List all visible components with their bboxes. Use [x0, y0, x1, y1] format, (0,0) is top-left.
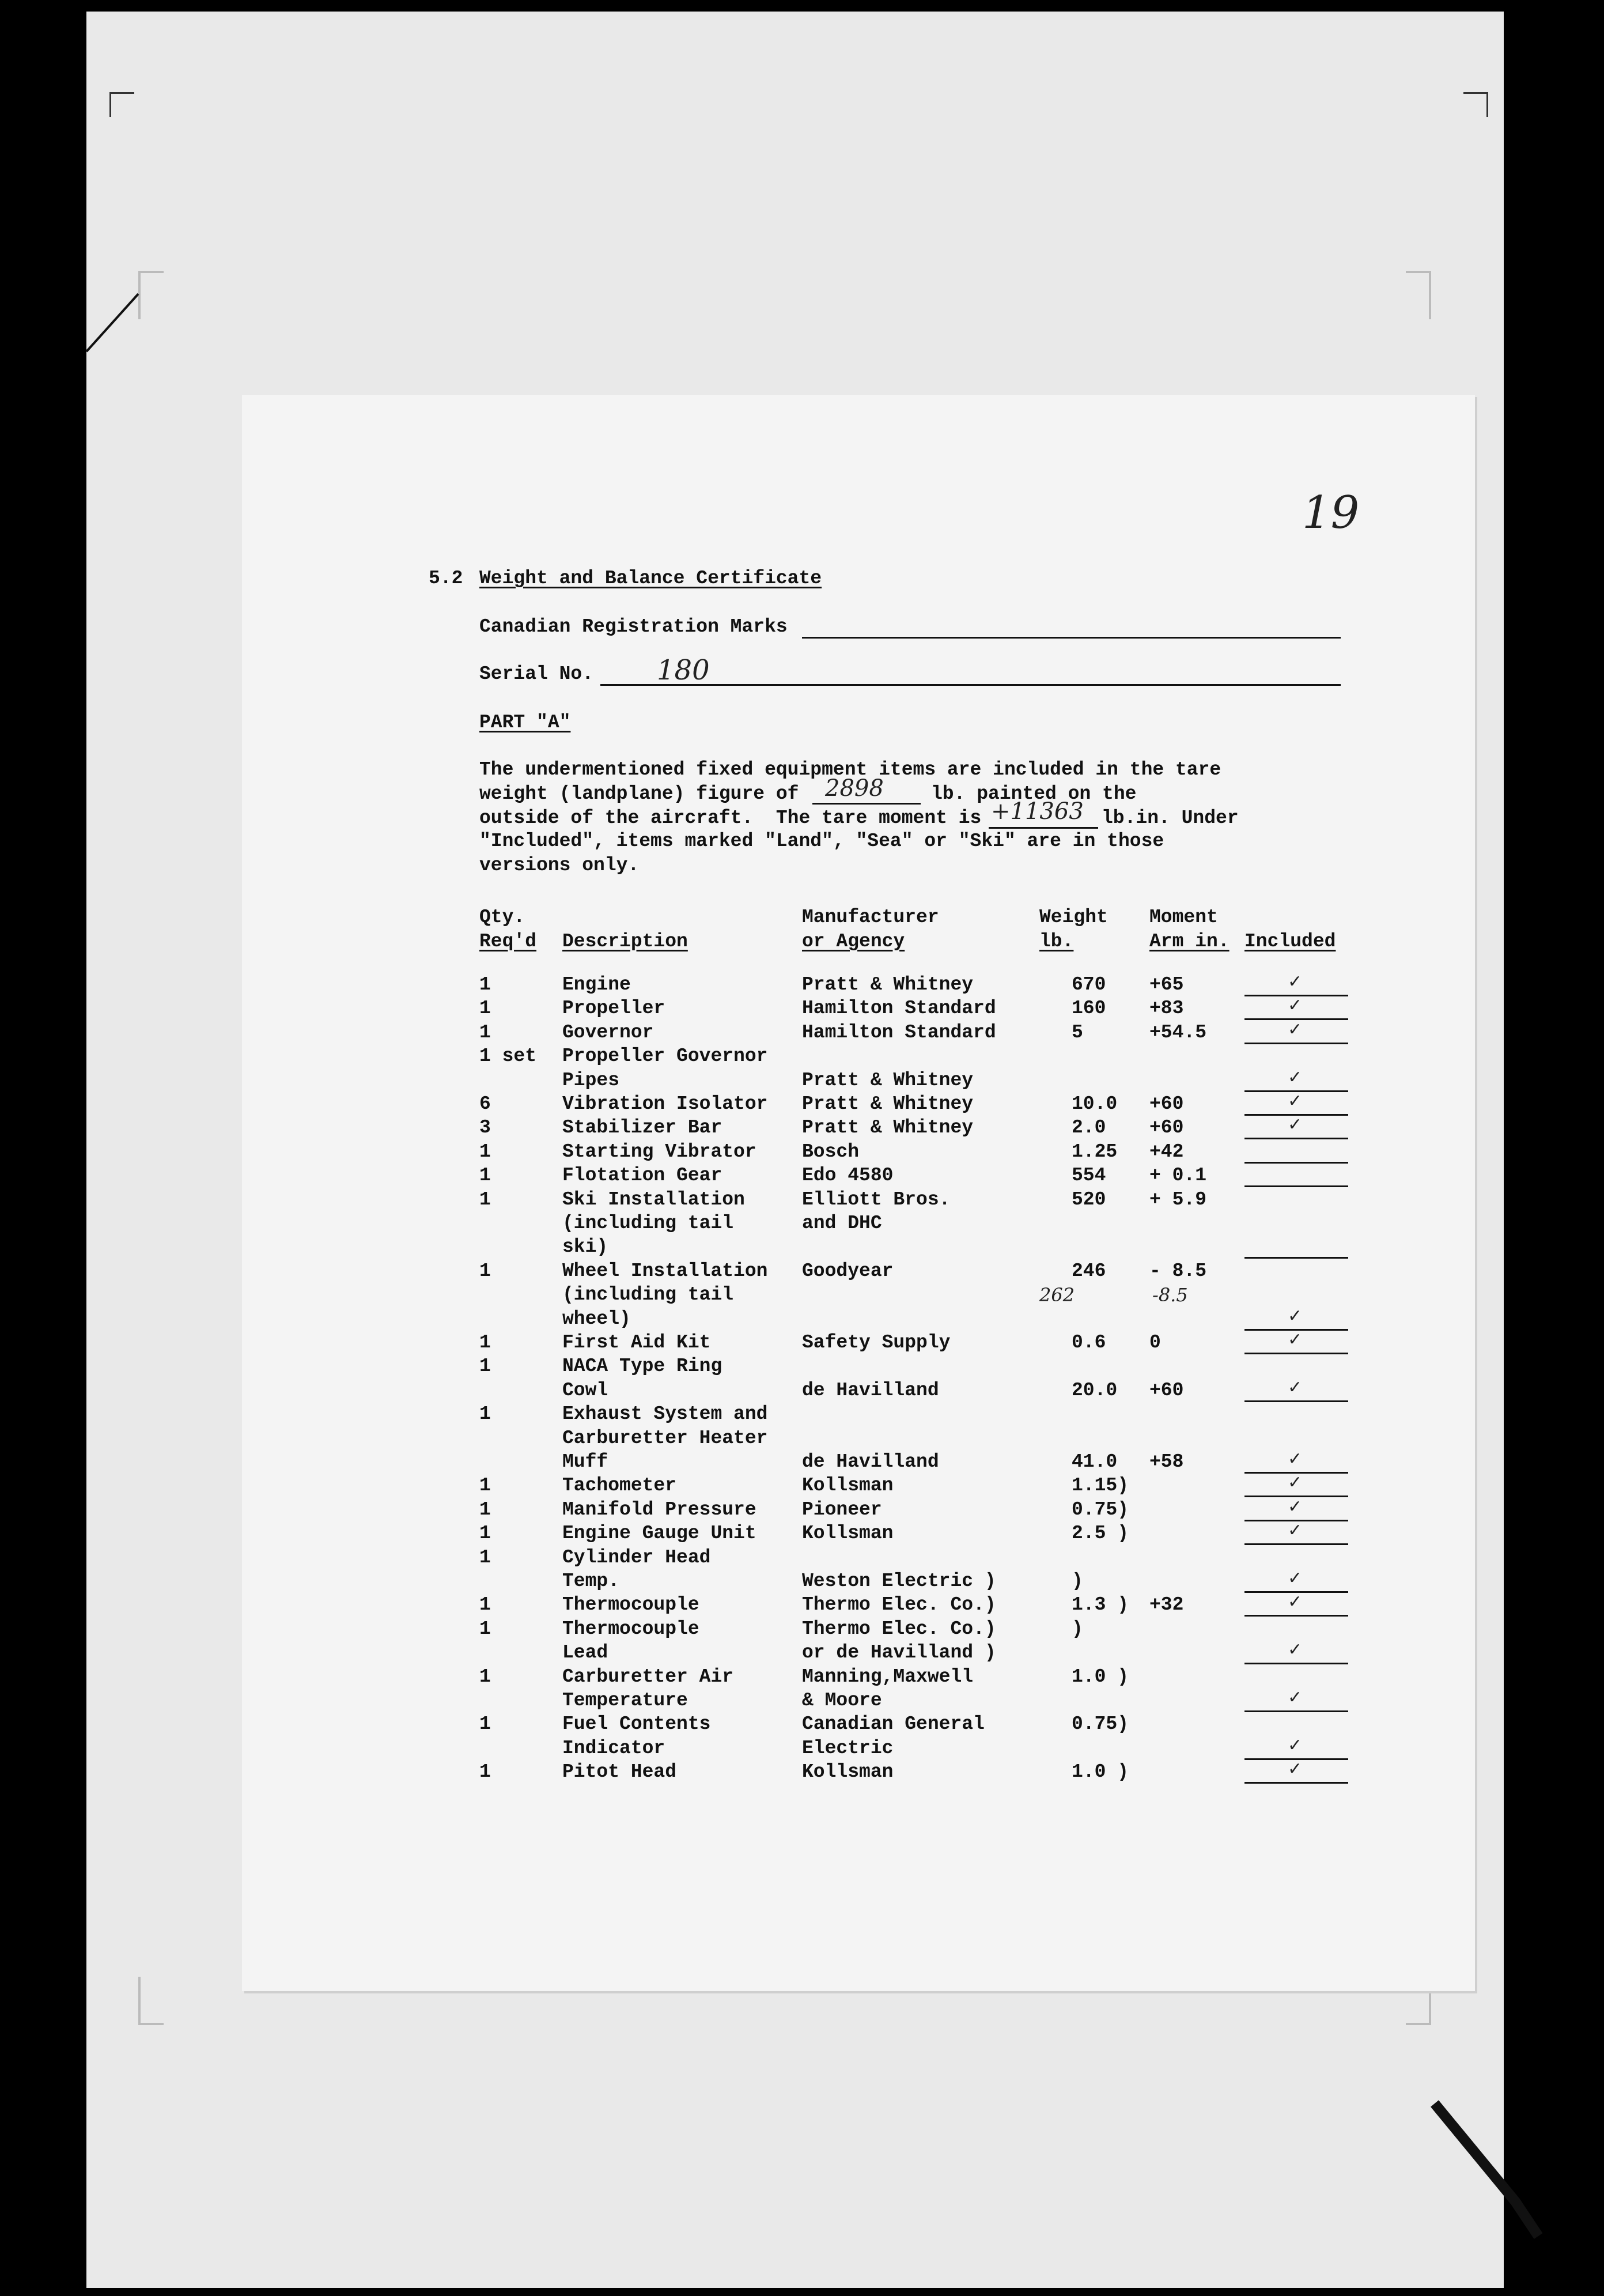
row-weight: 1.25	[1072, 1141, 1118, 1162]
row-qty: 1	[479, 1188, 491, 1210]
included-check-icon: ✓	[1288, 1305, 1303, 1326]
row-qty: 1	[479, 998, 491, 1019]
row-description: Cowl	[562, 1379, 608, 1401]
included-check-icon: ✓	[1288, 1568, 1303, 1588]
row-qty: 1	[479, 1546, 491, 1568]
row-weight: 1.0 )	[1072, 1761, 1129, 1783]
row-qty: 1	[479, 1403, 491, 1425]
row-description: (including tail	[562, 1284, 734, 1306]
included-line	[1244, 1615, 1348, 1617]
row-qty: 1	[479, 1141, 491, 1162]
included-line	[1244, 1138, 1348, 1139]
included-check-icon: ✓	[1288, 972, 1303, 992]
included-check-icon: ✓	[1288, 1496, 1303, 1517]
tare-moment-line	[989, 827, 1098, 829]
included-line	[1244, 1162, 1348, 1164]
row-arm: - 8.5	[1149, 1260, 1207, 1282]
row-description: Indicator	[562, 1737, 665, 1759]
row-arm: +83	[1149, 998, 1184, 1019]
included-check-icon: ✓	[1288, 1735, 1303, 1755]
included-check-icon: ✓	[1288, 1377, 1303, 1398]
row-qty: 1	[479, 1332, 491, 1353]
row-manufacturer: Safety Supply	[802, 1332, 951, 1353]
serial-value: 180	[657, 654, 710, 686]
row-arm: +60	[1149, 1093, 1184, 1115]
included-check-icon: ✓	[1288, 1091, 1303, 1111]
row-qty: 1	[479, 1618, 491, 1640]
intro-line-3a: outside of the aircraft. The tare moment is	[479, 807, 982, 829]
row-weight: )	[1072, 1618, 1083, 1640]
included-check-icon: ✓	[1288, 1449, 1303, 1469]
row-weight: 0.75)	[1072, 1498, 1129, 1520]
included-check-icon: ✓	[1288, 1759, 1303, 1780]
header-manufacturer: Manufacturer	[802, 907, 939, 928]
row-qty: 1	[479, 1666, 491, 1687]
included-line	[1244, 1043, 1348, 1044]
row-description: Starting Vibrator	[562, 1141, 756, 1162]
row-description: Governor	[562, 1021, 654, 1043]
row-manufacturer: Thermo Elec. Co.)	[802, 1618, 996, 1640]
included-line	[1244, 1663, 1348, 1664]
header-lb: lb.	[1039, 931, 1074, 952]
row-description: Carburetter Heater	[562, 1427, 768, 1449]
section-title: Weight and Balance Certificate	[479, 568, 822, 589]
row-weight: 0.75)	[1072, 1713, 1129, 1735]
row-manufacturer: Kollsman	[802, 1475, 894, 1497]
row-weight: 520	[1072, 1188, 1106, 1210]
row-arm: +54.5	[1149, 1021, 1207, 1043]
row-description: Engine Gauge Unit	[562, 1523, 756, 1544]
header-reqd: Req'd	[479, 931, 537, 952]
row-weight: 5	[1072, 1021, 1083, 1043]
row-qty: 6	[479, 1093, 491, 1115]
intro-line-2b: lb. painted on the	[931, 783, 1137, 805]
row-arm: + 0.1	[1149, 1165, 1207, 1187]
row-weight: 2.5 )	[1072, 1523, 1129, 1544]
header-agency: or Agency	[802, 931, 905, 952]
registration-line	[802, 637, 1341, 639]
row-description: Pitot Head	[562, 1761, 677, 1783]
row-arm: +32	[1149, 1594, 1184, 1616]
row-manufacturer: Canadian General	[802, 1713, 985, 1735]
row-manufacturer: Hamilton Standard	[802, 1021, 996, 1043]
row-description: Manifold Pressure	[562, 1498, 756, 1520]
row-description: Propeller Governor	[562, 1045, 768, 1067]
included-line	[1244, 1185, 1348, 1187]
row-manufacturer: Elliott Bros.	[802, 1188, 951, 1210]
row-arm: 0	[1149, 1332, 1161, 1353]
row-description: Cylinder Head	[562, 1546, 711, 1568]
intro-line-5: versions only.	[479, 855, 640, 876]
row-description: Flotation Gear	[562, 1165, 722, 1187]
included-check-icon: ✓	[1288, 1330, 1303, 1350]
row-qty: 1	[479, 1761, 491, 1783]
row-weight: 1.0 )	[1072, 1666, 1129, 1687]
included-check-icon: ✓	[1288, 1472, 1303, 1493]
row-qty: 1	[479, 1021, 491, 1043]
row-description: Fuel Contents	[562, 1713, 711, 1735]
section-number: 5.2	[429, 568, 463, 589]
row-manufacturer: Thermo Elec. Co.)	[802, 1594, 996, 1616]
row-manufacturer: Electric	[802, 1737, 894, 1759]
crop-mark-tr	[1463, 92, 1488, 117]
row-manufacturer: Pratt & Whitney	[802, 974, 974, 995]
header-qty: Qty.	[479, 907, 525, 928]
intro-line-4: "Included", items marked "Land", "Sea" or "Ski" are in those	[479, 830, 1164, 852]
row-manufacturer: Pratt & Whitney	[802, 1069, 974, 1091]
row-manufacturer: Edo 4580	[802, 1165, 894, 1187]
row-qty: 1	[479, 1594, 491, 1616]
row-weight: 20.0	[1072, 1379, 1118, 1401]
row-description: Vibration Isolator	[562, 1093, 768, 1115]
row-description: Carburetter Air	[562, 1666, 734, 1687]
row-weight-handwritten: 262	[1039, 1284, 1075, 1306]
row-description: NACA Type Ring	[562, 1355, 722, 1377]
row-qty: 1	[479, 974, 491, 995]
row-qty: 1	[479, 1475, 491, 1497]
row-weight: 670	[1072, 974, 1106, 995]
row-manufacturer: Pioneer	[802, 1498, 882, 1520]
serial-line	[600, 684, 1341, 686]
row-manufacturer: de Havilland	[802, 1379, 939, 1401]
row-manufacturer: Pratt & Whitney	[802, 1117, 974, 1139]
row-weight: 2.0	[1072, 1117, 1106, 1139]
included-line	[1244, 1353, 1348, 1354]
included-check-icon: ✓	[1288, 1687, 1303, 1708]
row-description: Pipes	[562, 1069, 620, 1091]
intro-line-1: The undermentioned fixed equipment items are included in the tare	[479, 759, 1221, 780]
header-description: Description	[562, 931, 688, 952]
row-weight: 0.6	[1072, 1332, 1106, 1353]
row-qty: 3	[479, 1117, 491, 1139]
crop-mark-tr2	[1406, 271, 1431, 319]
row-qty: 1	[479, 1260, 491, 1282]
header-moment: Moment	[1149, 907, 1218, 928]
header-included: Included	[1244, 931, 1336, 952]
row-qty: 1	[479, 1713, 491, 1735]
intro-line-2a: weight (landplane) figure of	[479, 783, 799, 805]
row-manufacturer: or de Havilland )	[802, 1642, 996, 1664]
intro-line-3b: lb.in. Under	[1102, 807, 1239, 829]
row-description: Thermocouple	[562, 1594, 699, 1616]
row-description: Ski Installation	[562, 1188, 745, 1210]
row-weight: 160	[1072, 998, 1106, 1019]
row-arm: +42	[1149, 1141, 1184, 1162]
row-description: Muff	[562, 1451, 608, 1472]
included-line	[1244, 1543, 1348, 1545]
row-description: Temp.	[562, 1570, 620, 1592]
tare-moment: +11363	[991, 798, 1084, 825]
tare-weight-line	[812, 803, 921, 805]
included-line	[1244, 1782, 1348, 1784]
row-manufacturer: Goodyear	[802, 1260, 894, 1282]
row-manufacturer: Pratt & Whitney	[802, 1093, 974, 1115]
row-description: Lead	[562, 1642, 608, 1664]
scratch-mark-icon	[81, 288, 150, 357]
serial-label: Serial No.	[479, 663, 594, 685]
page-number: 19	[1302, 487, 1360, 539]
row-arm: +65	[1149, 974, 1184, 995]
row-description: Tachometer	[562, 1475, 677, 1497]
included-check-icon: ✓	[1288, 1592, 1303, 1613]
certificate-page	[242, 395, 1475, 1991]
row-arm-handwritten: -8.5	[1152, 1284, 1188, 1306]
included-line	[1244, 1710, 1348, 1712]
row-weight: )	[1072, 1570, 1083, 1592]
row-description: Stabilizer Bar	[562, 1117, 722, 1139]
row-arm: + 5.9	[1149, 1188, 1207, 1210]
included-check-icon: ✓	[1288, 995, 1303, 1016]
row-manufacturer: and DHC	[802, 1213, 882, 1234]
row-qty: 1	[479, 1165, 491, 1187]
header-arm: Arm in.	[1149, 931, 1230, 952]
row-manufacturer: Kollsman	[802, 1761, 894, 1783]
row-manufacturer: Kollsman	[802, 1523, 894, 1544]
row-manufacturer: & Moore	[802, 1690, 882, 1711]
header-weight: Weight	[1039, 907, 1108, 928]
row-arm: +60	[1149, 1379, 1184, 1401]
part-label: PART "A"	[479, 712, 571, 733]
row-weight: 554	[1072, 1165, 1106, 1187]
row-manufacturer: de Havilland	[802, 1451, 939, 1472]
included-check-icon: ✓	[1288, 1067, 1303, 1087]
row-description: Engine	[562, 974, 631, 995]
row-manufacturer: Bosch	[802, 1141, 860, 1162]
row-arm: +60	[1149, 1117, 1184, 1139]
row-description: wheel)	[562, 1308, 631, 1330]
row-description: Thermocouple	[562, 1618, 699, 1640]
row-manufacturer: Manning,Maxwell	[802, 1666, 974, 1687]
row-description: (including tail	[562, 1213, 734, 1234]
row-weight: 10.0	[1072, 1093, 1118, 1115]
row-manufacturer: Hamilton Standard	[802, 998, 996, 1019]
row-description: Exhaust System and	[562, 1403, 768, 1425]
row-description: Temperature	[562, 1690, 688, 1711]
row-qty: 1	[479, 1355, 491, 1377]
included-check-icon: ✓	[1288, 1520, 1303, 1541]
included-line	[1244, 1400, 1348, 1402]
corner-mark-icon	[1429, 2098, 1544, 2242]
included-check-icon: ✓	[1288, 1115, 1303, 1135]
registration-label: Canadian Registration Marks	[479, 616, 788, 637]
row-qty: 1 set	[479, 1045, 537, 1067]
crop-mark-tl	[109, 92, 134, 117]
row-description: First Aid Kit	[562, 1332, 711, 1353]
row-description: Wheel Installation	[562, 1260, 768, 1282]
row-manufacturer: Weston Electric )	[802, 1570, 996, 1592]
row-description: Propeller	[562, 998, 665, 1019]
included-check-icon: ✓	[1288, 1019, 1303, 1040]
row-qty: 1	[479, 1498, 491, 1520]
row-weight: 246	[1072, 1260, 1106, 1282]
row-arm: +58	[1149, 1451, 1184, 1472]
row-description: ski)	[562, 1236, 608, 1258]
row-weight: 1.3 )	[1072, 1594, 1129, 1616]
included-line	[1244, 1257, 1348, 1259]
crop-mark-bl	[138, 1977, 164, 2025]
row-qty: 1	[479, 1523, 491, 1544]
included-check-icon: ✓	[1288, 1640, 1303, 1660]
row-weight: 41.0	[1072, 1451, 1118, 1472]
tare-weight: 2898	[825, 775, 884, 802]
row-weight: 1.15)	[1072, 1475, 1129, 1497]
